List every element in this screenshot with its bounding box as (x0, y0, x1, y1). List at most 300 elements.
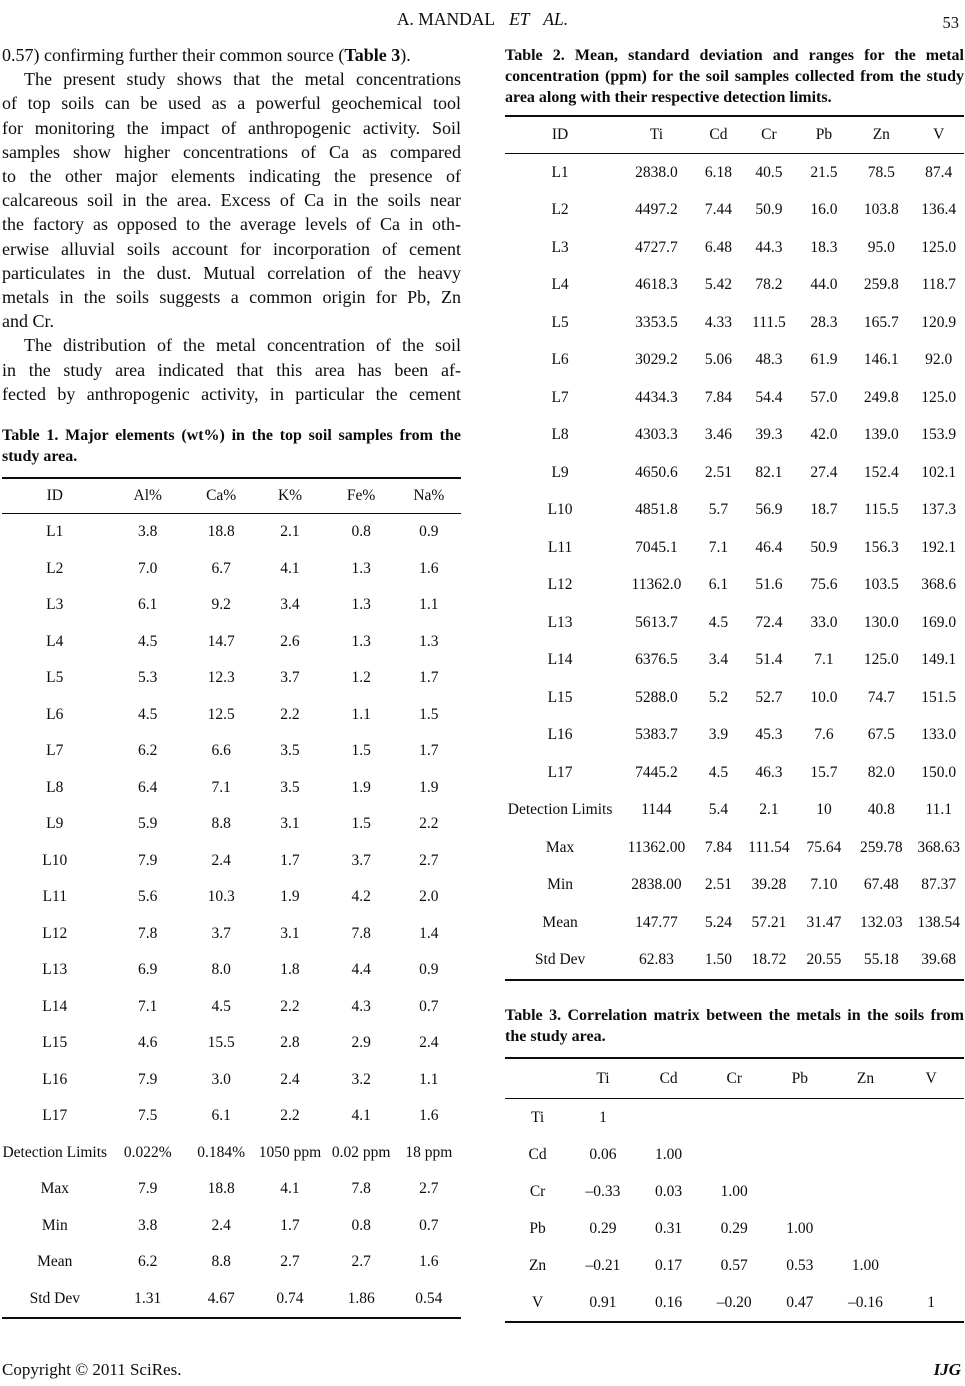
column-header: ID (46, 487, 63, 505)
right-column (505, 43, 964, 1323)
body-text-line (2, 140, 461, 164)
data-cell: 7.8 (351, 1180, 371, 1198)
column-header: K% (277, 487, 303, 505)
data-cell: 8.8 (211, 1253, 231, 1271)
data-cell: 6.4 (138, 778, 158, 796)
data-cell: 2.51 (704, 463, 732, 481)
data-cell: 11.1 (925, 801, 952, 819)
text-segment: samples show higher concentrations of Ca as compared (2, 141, 461, 162)
data-cell: 0.8 (351, 1216, 371, 1234)
data-cell: 7.9 (138, 1070, 158, 1088)
data-cell: 5.9 (138, 815, 158, 833)
row-label: L2 (46, 559, 64, 577)
data-cell: 3.8 (138, 1216, 158, 1234)
column-header: Ti (649, 126, 664, 143)
row-label: L5 (551, 313, 569, 331)
data-cell: 11362.00 (627, 838, 686, 856)
data-cell (833, 1136, 899, 1173)
column-header: Zn (872, 126, 890, 143)
column-header: ID (551, 126, 569, 143)
text-segment: erwise alluvial soils account for incorporation of cement (2, 238, 461, 259)
data-cell: 1.00 (720, 1182, 748, 1200)
table-row (505, 379, 964, 417)
data-cell: 7.84 (704, 838, 732, 856)
row-label: Max (545, 838, 575, 856)
table-row (2, 587, 461, 624)
text-segment: for monitoring the impact of anthropogenic activity. Soil (2, 117, 461, 138)
data-cell: 149.1 (921, 651, 957, 669)
data-cell: 5.3 (138, 669, 158, 687)
data-cell: 0.17 (655, 1256, 683, 1274)
data-cell: 50.9 (810, 538, 838, 556)
data-cell: 118.7 (921, 276, 956, 294)
data-cell: 7445.2 (635, 763, 678, 781)
row-label: Zn (528, 1256, 547, 1274)
data-cell: 4.67 (207, 1289, 235, 1307)
data-cell: 1.6 (419, 559, 439, 577)
data-cell: 39.68 (921, 951, 957, 969)
table-row (2, 551, 461, 588)
data-cell: 7.9 (138, 851, 158, 869)
data-cell: 111.5 (752, 313, 786, 331)
data-cell: 27.4 (810, 463, 838, 481)
table-row (2, 1244, 461, 1281)
data-cell: 3.9 (708, 726, 729, 744)
data-cell: 1.1 (351, 705, 371, 723)
data-cell: 10 (816, 801, 832, 819)
text-segment: in the study area indicated that this area has been af- (2, 359, 461, 380)
row-label: L6 (46, 705, 64, 723)
row-label: L4 (46, 632, 64, 650)
table-row (2, 1025, 461, 1062)
data-cell: 1.9 (419, 778, 439, 796)
data-cell: 1.00 (786, 1219, 814, 1237)
data-cell: 130.0 (863, 613, 899, 631)
data-cell: 2.6 (280, 632, 300, 650)
data-cell: 6.2 (138, 1253, 158, 1271)
table-row (2, 843, 461, 880)
data-cell: 5.6 (138, 888, 158, 906)
table-row (505, 304, 964, 342)
table-row (505, 492, 964, 530)
table-row (2, 1208, 461, 1245)
data-cell (898, 1210, 964, 1247)
row-label: L12 (547, 576, 573, 594)
text-segment: of top soils can be used as a powerful geochemical tool (2, 93, 461, 114)
data-cell: 1.31 (134, 1289, 162, 1307)
data-cell: 125.0 (921, 388, 957, 406)
data-cell: 0.29 (720, 1219, 748, 1237)
data-cell: 1.86 (347, 1289, 375, 1307)
table-row (505, 679, 964, 717)
data-cell: 4.33 (704, 313, 732, 331)
data-cell: 1.50 (704, 951, 732, 969)
row-label: L13 (547, 613, 573, 631)
data-cell: 3.46 (704, 426, 732, 444)
table-row (505, 1284, 964, 1322)
data-cell: –0.21 (585, 1256, 621, 1274)
table-row (505, 604, 964, 642)
data-cell: 16.0 (810, 201, 838, 219)
data-cell: 28.3 (810, 313, 838, 331)
body-text-line (2, 358, 461, 382)
text-segment: to the other major elements indicating the presence of (2, 166, 461, 187)
data-cell: 0.31 (655, 1219, 683, 1237)
table-row (505, 754, 964, 792)
data-cell: 50.9 (755, 201, 783, 219)
row-label: L15 (547, 688, 573, 706)
data-cell: 1.5 (351, 815, 371, 833)
table-row (2, 1135, 461, 1172)
data-cell: 137.3 (921, 501, 957, 519)
data-cell: 6.48 (704, 238, 732, 256)
data-cell: 87.4 (925, 163, 953, 181)
data-cell: 82.0 (867, 763, 895, 781)
data-cell: 42.0 (810, 426, 838, 444)
data-cell: 8.0 (211, 961, 231, 979)
data-cell: 7.1 (138, 997, 158, 1015)
data-cell: 40.5 (755, 163, 783, 181)
table-row (2, 916, 461, 953)
data-cell: 2.7 (419, 1180, 439, 1198)
body-text-line (2, 43, 461, 67)
row-label: L17 (42, 1107, 68, 1125)
data-cell: 249.8 (863, 388, 899, 406)
table3-caption: Table 3. Correlation matrix between the metals in the soils from the study area. (505, 1007, 964, 1045)
data-cell: 4.5 (708, 613, 729, 631)
data-cell: 125.0 (863, 651, 899, 669)
data-cell: 1.5 (419, 705, 439, 723)
data-cell: 133.0 (921, 726, 957, 744)
data-cell: 1.1 (419, 596, 439, 614)
data-cell: 1.8 (280, 961, 300, 979)
data-cell: 46.3 (755, 763, 783, 781)
data-cell: 1.5 (351, 742, 371, 760)
data-cell: 0.54 (415, 1289, 443, 1307)
data-cell: 1.6 (419, 1107, 439, 1125)
data-cell: 3.5 (280, 742, 300, 760)
row-label: L14 (42, 997, 68, 1015)
body-text-line (2, 382, 461, 406)
data-cell: 51.6 (755, 576, 783, 594)
row-label: L11 (547, 538, 573, 556)
data-cell: 0.7 (419, 1216, 439, 1234)
data-cell: 87.37 (921, 876, 957, 894)
data-cell: 1.7 (419, 742, 439, 760)
text-segment: and Cr. (2, 311, 54, 332)
data-cell: 57.21 (751, 913, 787, 931)
data-cell: 2.4 (211, 1216, 231, 1234)
row-label: Std Dev (29, 1289, 80, 1307)
data-cell: 1.6 (419, 1253, 439, 1271)
body-text-line (2, 333, 461, 357)
data-cell: 72.4 (755, 613, 783, 631)
data-cell: 4.5 (138, 705, 158, 723)
copyright-notice: Copyright © 2011 SciRes. (2, 1360, 182, 1379)
data-cell: 3.4 (708, 651, 729, 669)
row-label: L15 (42, 1034, 68, 1052)
data-cell: 3029.2 (635, 351, 678, 369)
data-cell: 57.0 (810, 388, 838, 406)
data-cell: 4.1 (280, 1180, 300, 1198)
table1 (2, 477, 461, 1319)
data-cell: 6.7 (211, 559, 231, 577)
table1-caption: Table 1. Major elements (wt%) in the top soil samples from the study area. (2, 427, 461, 466)
data-cell: 1144 (641, 801, 672, 819)
data-cell: 4497.2 (635, 201, 678, 219)
data-cell: 6.2 (138, 742, 158, 760)
data-cell: –0.16 (848, 1293, 883, 1311)
table-row (505, 1099, 964, 1137)
table-row (2, 806, 461, 843)
data-cell: 3.0 (211, 1070, 231, 1088)
data-cell: 75.6 (810, 576, 838, 594)
data-cell: 0.47 (786, 1293, 814, 1311)
data-cell: 4.4 (351, 961, 371, 979)
data-cell: 2.7 (280, 1253, 300, 1271)
column-header: Ti (596, 1069, 610, 1087)
data-cell: 0.53 (786, 1256, 814, 1274)
column-header: Fe% (346, 487, 376, 505)
table-row (2, 514, 461, 551)
row-label: L12 (42, 924, 68, 942)
row-label: L4 (551, 276, 569, 294)
table-row (2, 770, 461, 807)
data-cell: 2.2 (280, 997, 300, 1015)
data-cell: 3.8 (138, 523, 158, 541)
data-cell: 5.2 (708, 688, 729, 706)
data-cell: 92.0 (925, 351, 953, 369)
data-cell: 51.4 (755, 651, 783, 669)
body-text-line (2, 237, 461, 261)
running-header-authors: A. MANDAL (396, 9, 496, 29)
text-segment: the factory as opposed to the average levels of Ca in oth- (2, 214, 461, 235)
body-text (2, 43, 461, 406)
data-cell: 48.3 (755, 351, 783, 369)
data-cell: 12.3 (207, 669, 235, 687)
row-label: Pb (529, 1219, 546, 1237)
data-cell: 5.7 (708, 501, 729, 519)
data-cell: 2838.0 (635, 163, 678, 181)
table-row (505, 454, 964, 492)
row-label: L1 (551, 163, 569, 181)
body-text-line (2, 285, 461, 309)
table-row (505, 154, 964, 192)
data-cell (767, 1173, 833, 1210)
data-cell: 7.9 (138, 1180, 158, 1198)
data-cell: 4.5 (138, 632, 158, 650)
data-cell: 368.63 (917, 838, 961, 856)
row-label: Cd (528, 1145, 547, 1163)
data-cell: 4434.3 (635, 388, 678, 406)
data-cell: 2.7 (419, 851, 439, 869)
data-cell: 7.8 (351, 924, 371, 942)
row-label: L5 (46, 669, 64, 687)
text-segment: metals in the soils suggests a common origin for Pb, Zn (2, 287, 461, 308)
data-cell: 4618.3 (635, 276, 678, 294)
row-label: Detection Limits (507, 801, 613, 819)
data-cell: 67.5 (867, 726, 895, 744)
data-cell: 103.8 (863, 201, 899, 219)
table3 (505, 1057, 964, 1323)
data-cell (898, 1247, 964, 1284)
table-row (505, 942, 964, 981)
table-row (2, 1062, 461, 1099)
data-cell: 7.0 (138, 559, 158, 577)
data-cell: 74.7 (867, 688, 895, 706)
column-header: Ca% (206, 487, 237, 505)
column-header: Pb (815, 126, 833, 143)
data-cell: 1.7 (280, 851, 300, 869)
data-cell: 151.5 (921, 688, 957, 706)
data-cell: 5.24 (704, 913, 732, 931)
data-cell: 0.91 (589, 1293, 617, 1311)
row-label: Mean (37, 1253, 73, 1271)
data-cell: 0.022% (123, 1143, 172, 1161)
table-row (2, 660, 461, 697)
data-cell: 1.3 (351, 559, 371, 577)
data-cell: 20.55 (806, 951, 842, 969)
data-cell: 5.42 (704, 276, 732, 294)
text-segment: calcareous soil in the area. Excess of Ca in the soils near (2, 190, 461, 211)
data-cell: 18.8 (207, 523, 235, 541)
data-cell: 4303.3 (635, 426, 678, 444)
data-cell: 153.9 (921, 426, 957, 444)
data-cell: 4727.7 (635, 238, 678, 256)
table-header-row (505, 116, 964, 154)
row-label: L2 (551, 201, 569, 219)
table-row (505, 529, 964, 567)
running-header (0, 9, 965, 30)
data-cell: 18.72 (751, 951, 787, 969)
data-cell: 0.8 (351, 523, 371, 541)
table-row (505, 717, 964, 755)
row-label: L9 (46, 815, 64, 833)
data-cell (898, 1173, 964, 1210)
data-cell: 259.8 (863, 276, 899, 294)
table-row (2, 1098, 461, 1135)
data-cell: 39.28 (751, 876, 787, 894)
data-cell: 3.7 (351, 851, 371, 869)
table-row (2, 952, 461, 989)
data-cell: 0.06 (589, 1145, 617, 1163)
row-label: L7 (551, 388, 569, 406)
data-cell: 4.5 (211, 997, 231, 1015)
column-header: V (925, 1069, 937, 1087)
data-cell: 3.7 (211, 924, 231, 942)
data-cell: 5288.0 (635, 688, 678, 706)
data-cell: 139.0 (863, 426, 899, 444)
table-header-row (2, 478, 461, 514)
body-text-line (2, 309, 461, 333)
data-cell: 115.5 (864, 501, 899, 519)
row-label: L6 (551, 351, 569, 369)
table-row (505, 792, 964, 830)
data-cell: 2.4 (211, 851, 231, 869)
running-header-etal: ET AL. (509, 9, 569, 29)
row-label: Cr (529, 1182, 546, 1200)
row-label: L7 (46, 742, 64, 760)
data-cell: 192.1 (921, 538, 957, 556)
column-header: Na% (413, 487, 445, 505)
data-cell: 2.7 (351, 1253, 371, 1271)
data-cell: 2.4 (280, 1070, 300, 1088)
data-cell: 95.0 (867, 238, 895, 256)
data-cell: 45.3 (755, 726, 783, 744)
data-cell: 2.0 (419, 888, 439, 906)
column-header: Cr (726, 1069, 742, 1087)
data-cell: 18 ppm (405, 1143, 453, 1161)
data-cell (701, 1136, 767, 1173)
data-cell: 6.1 (708, 576, 729, 594)
table2 (505, 115, 964, 981)
data-cell: 7.6 (814, 726, 834, 744)
data-cell: 67.48 (863, 876, 899, 894)
data-cell: 39.3 (755, 426, 783, 444)
data-cell: 44.0 (810, 276, 838, 294)
data-cell: 7.8 (138, 924, 158, 942)
row-label: L8 (46, 778, 64, 796)
body-text-line (2, 91, 461, 115)
body-text-line (2, 188, 461, 212)
table-row (2, 1281, 461, 1319)
text-segment: The present study shows that the metal concentrations (24, 69, 461, 90)
text-segment: fected by anthropogenic activity, in particular the cement (2, 383, 461, 404)
data-cell: 18.7 (810, 501, 838, 519)
data-cell: –0.33 (585, 1182, 621, 1200)
data-cell: 15.5 (207, 1034, 235, 1052)
table-row (2, 733, 461, 770)
data-cell: 4.3 (351, 997, 371, 1015)
data-cell: 6.18 (704, 163, 732, 181)
row-label: L11 (42, 888, 67, 906)
data-cell: 0.02 ppm (331, 1143, 391, 1161)
data-cell: 1.3 (419, 632, 439, 650)
data-cell: 0.184% (197, 1143, 246, 1161)
data-cell: 6376.5 (635, 651, 678, 669)
data-cell: 4650.6 (635, 463, 678, 481)
column-header: Zn (856, 1069, 875, 1087)
data-cell: 1.9 (280, 888, 300, 906)
row-label: Detection Limits (2, 1143, 108, 1161)
data-cell: 18.8 (207, 1180, 235, 1198)
table-row (505, 867, 964, 905)
table-row (505, 1173, 964, 1210)
column-header (505, 1058, 570, 1099)
body-text-line (2, 116, 461, 140)
data-cell: 4.2 (351, 888, 371, 906)
data-cell: 18.3 (810, 238, 838, 256)
table-row (2, 697, 461, 734)
text-segment: particulates in the dust. Mutual correlation of the heavy (2, 262, 461, 283)
row-label: L14 (547, 651, 573, 669)
data-cell: 0.03 (655, 1182, 683, 1200)
data-cell: 259.78 (860, 838, 903, 856)
data-cell: 0.57 (720, 1256, 748, 1274)
data-cell: 62.83 (639, 951, 674, 969)
bold-table-reference: Table 3 (344, 45, 401, 65)
data-cell: 6.6 (211, 742, 231, 760)
row-label: Max (40, 1180, 69, 1198)
table2-caption: Table 2. Mean, standard deviation and ranges for the metal concentration (ppm) for the soil samples collected from the study area along with their respective detection limits. (505, 47, 964, 106)
page-number: 53 (942, 13, 959, 32)
data-cell: 1.4 (419, 924, 439, 942)
row-label: L16 (547, 726, 573, 744)
data-cell (767, 1099, 833, 1137)
data-cell: 15.7 (810, 763, 838, 781)
data-cell: 3.1 (280, 924, 300, 942)
row-label: Min (41, 1216, 68, 1234)
